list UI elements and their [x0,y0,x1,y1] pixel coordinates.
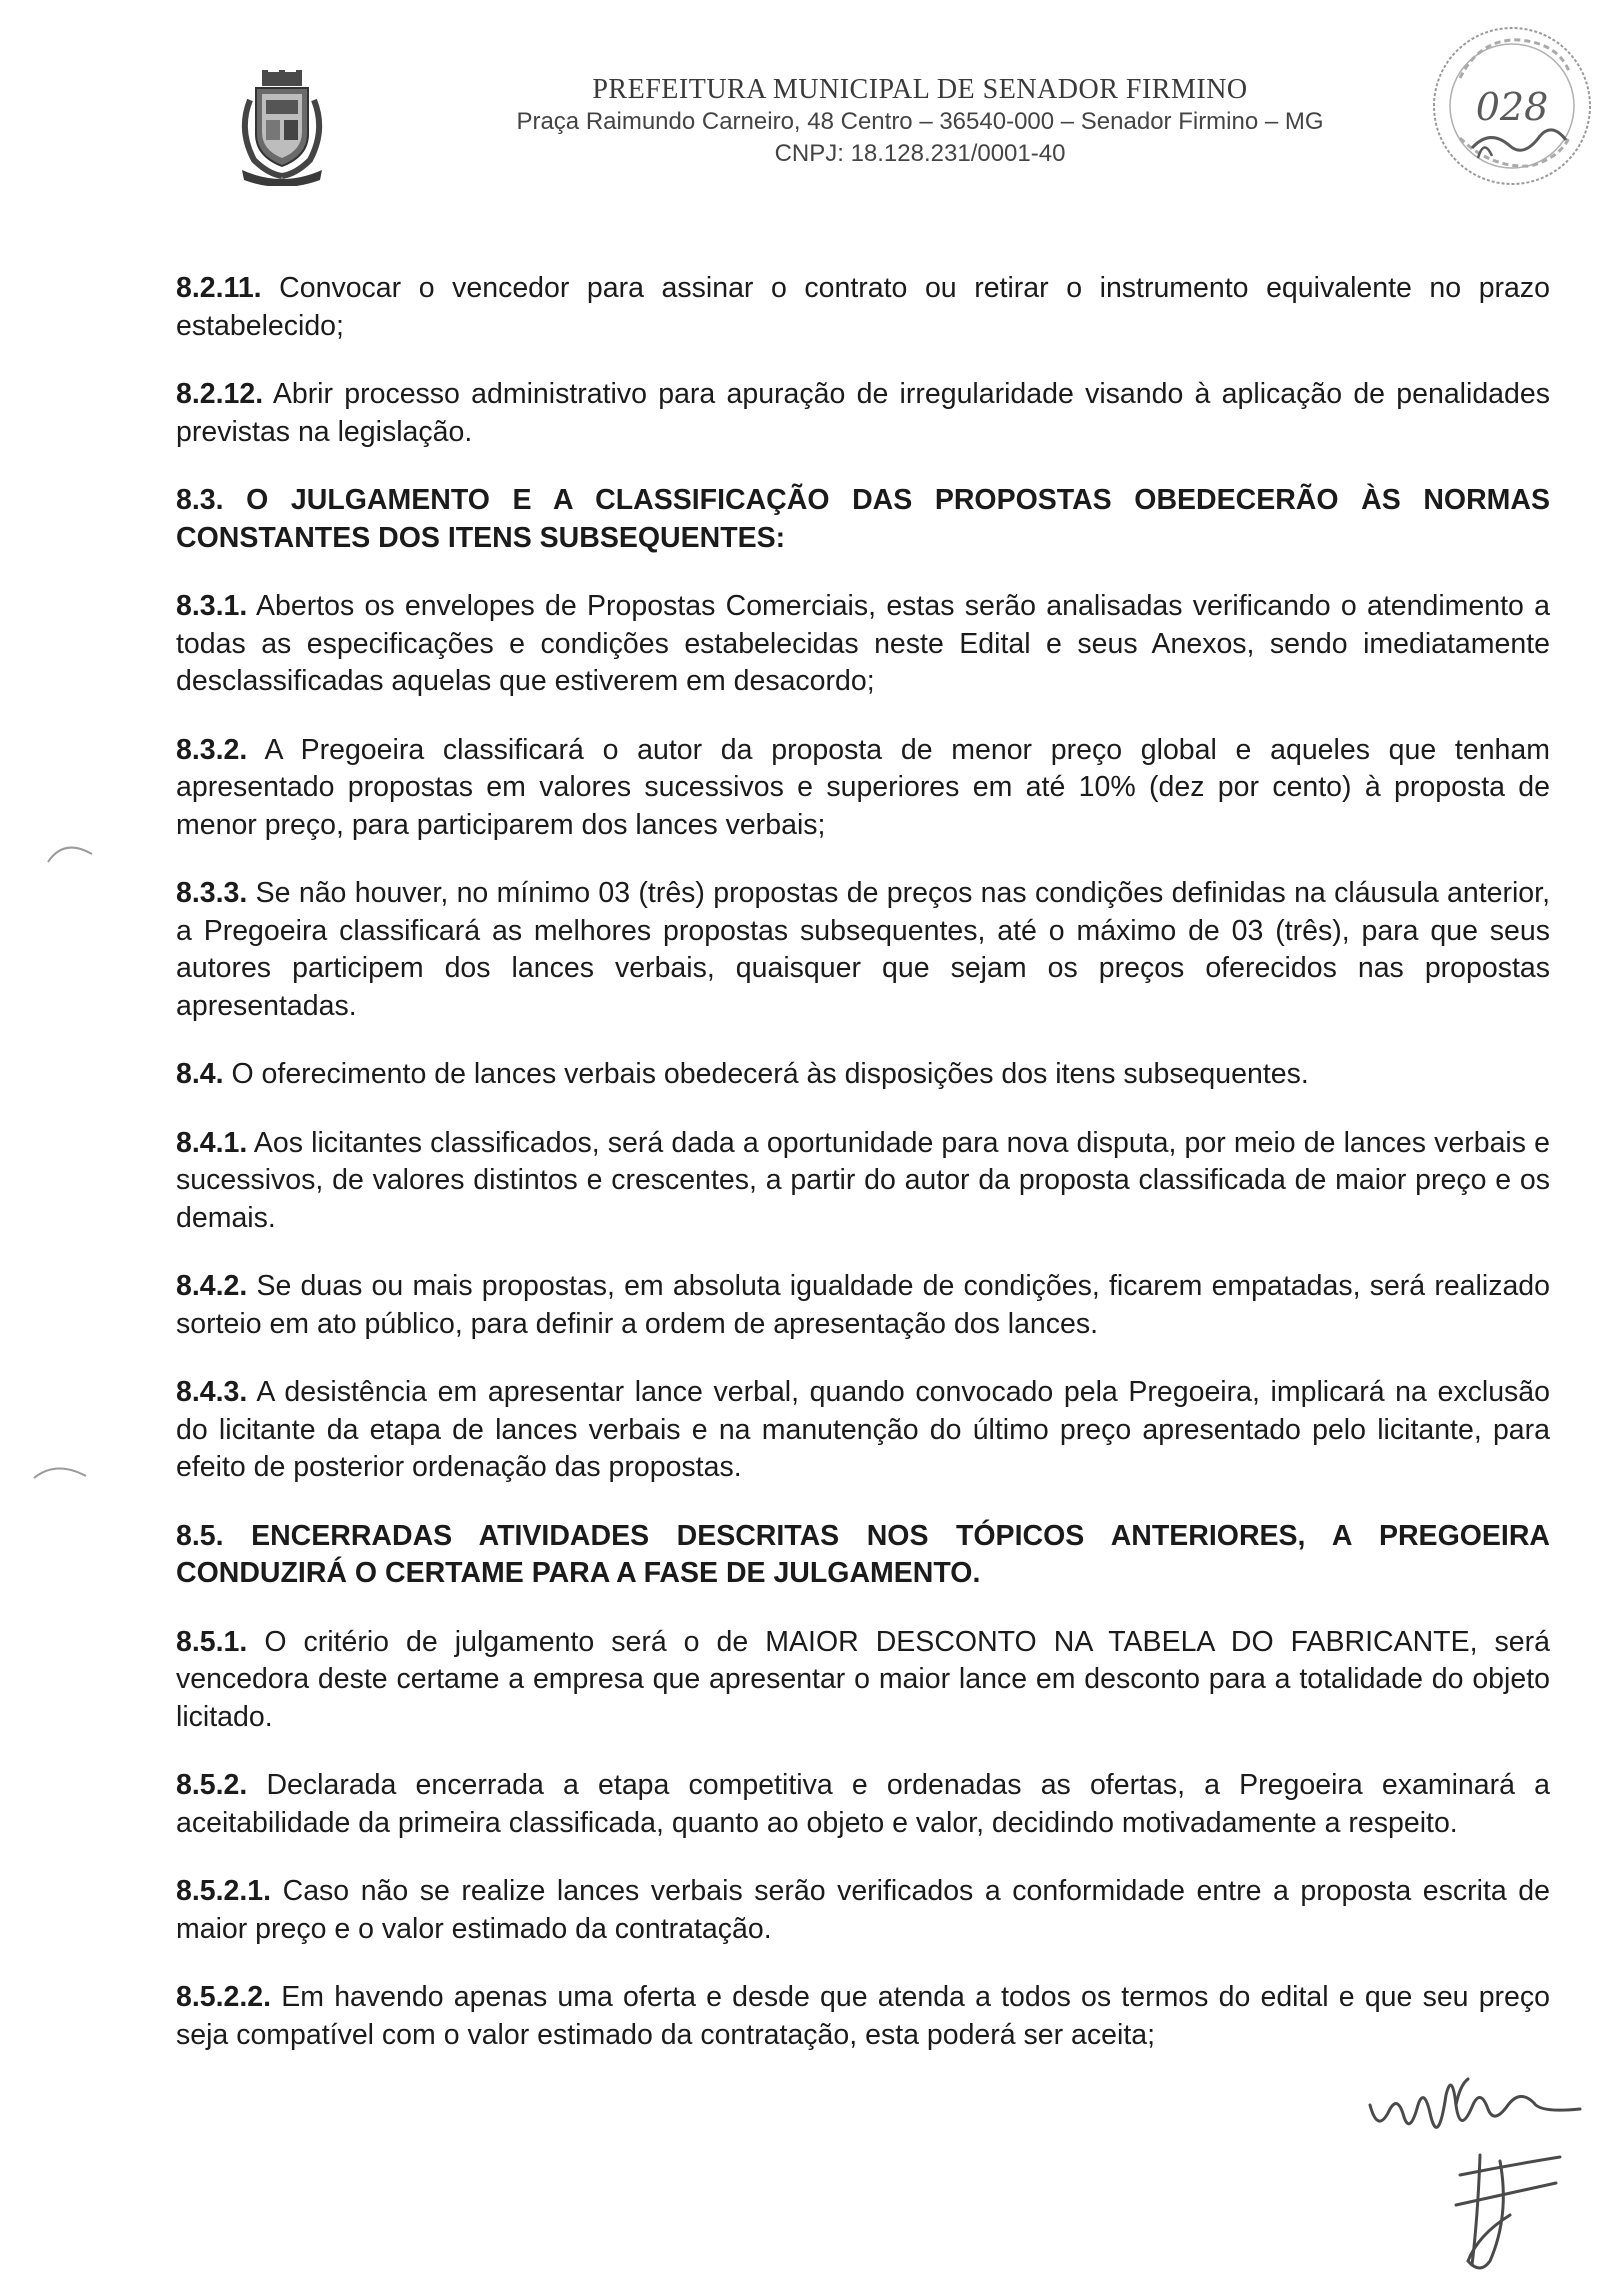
clause-8-5-1: 8.5.1. O critério de julgamento será o de MAIOR DESCONTO NA TABELA DO FABRICANTE, será vencedora deste certame a empresa que apresentar o maior lance em desconto para a totalidade do objeto licitado. [176,1625,1550,1733]
handwritten-signature [1360,2065,1590,2280]
margin-mark [40,830,100,870]
clause-8-2-11: 8.2.11. Convocar o vencedor para assinar o contrato ou retirar o instrumento equivalente no prazo estabelecido; [176,272,1550,342]
clause-8-2-12: 8.2.12. Abrir processo administrativo para apuração de irregularidade visando à aplicação de penalidades previstas na legislação. [176,378,1550,448]
clause-8-3-3: 8.3.3. Se não houver, no mínimo 03 (três) propostas de preços nas condições definidas na cláusula anterior, a Pregoeira classificará as melhores propostas subsequentes, até o máximo de 03 (três), para que seus autores participem dos lances verbais, quaisquer que sejam os preços oferecidos nas propostas apresentadas. [176,877,1550,1022]
clause-8-4: 8.4. O oferecimento de lances verbais obedecerá às disposições dos itens subsequentes. [176,1058,1309,1090]
header-title: PREFEITURA MUNICIPAL DE SENADOR FIRMINO [592,74,1248,105]
document-body [176,270,1550,2085]
clause-8-5-2-1: 8.5.2.1. Caso não se realize lances verbais serão verificados a conformidade entre a proposta escrita de maior preço e o valor estimado da contratação. [176,1875,1550,1945]
clause-8-3-2: 8.3.2. A Pregoeira classificará o autor da proposta de menor preço global e aqueles que tenham apresentado propostas em valores sucessivos e superiores em até 10% (dez por cento) à proposta de menor preço, para participarem dos lances verbais; [176,733,1550,841]
clause-8-3-heading: 8.3. O JULGAMENTO E A CLASSIFICAÇÃO DAS PROPOSTAS OBEDECERÃO ÀS NORMAS CONSTANTES DOS ITENS SUBSEQUENTES: [176,484,1550,554]
clause-8-3-1: 8.3.1. Abertos os envelopes de Propostas Comerciais, estas serão analisadas verificando o atendimento a todas as especificações e condições estabelecidas neste Edital e seus Anexos, sendo imediatamente desclassificadas aquelas que estiverem em desacordo; [176,590,1550,697]
clause-8-5-heading: 8.5. ENCERRADAS ATIVIDADES DESCRITAS NOS TÓPICOS ANTERIORES, A PREGOEIRA CONDUZIRÁ O CERTAME PARA A FASE DE JULGAMENTO. [176,1519,1550,1589]
margin-mark [26,1450,96,1490]
letterhead [0,0,1600,210]
clause-8-4-1: 8.4.1. Aos licitantes classificados, será dada a oportunidade para nova disputa, por meio de lances verbais e sucessivos, de valores distintos e crescentes, a partir do autor da proposta classificada de maior preço e os demais. [176,1126,1550,1234]
stamp-number: 028 [1475,85,1549,129]
clause-8-4-2: 8.4.2. Se duas ou mais propostas, em absoluta igualdade de condições, ficarem empatadas, será realizado sorteio em ato público, para definir a ordem de apresentação dos lances. [176,1270,1550,1340]
commission-stamp [1420,18,1600,193]
header-address: Praça Raimundo Carneiro, 48 Centro – 36540-000 – Senador Firmino – MG [516,108,1324,135]
municipal-coat-of-arms-icon [232,70,332,186]
header-cnpj: CNPJ: 18.128.231/0001-40 [774,140,1066,167]
clause-8-4-3: 8.4.3. A desistência em apresentar lance verbal, quando convocado pela Pregoeira, implicará na exclusão do licitante da etapa de lances verbais e na manutenção do último preço apresentado pelo licitante, para efeito de posterior ordenação das propostas. [176,1376,1550,1483]
clause-8-5-2: 8.5.2. Declarada encerrada a etapa competitiva e ordenadas as ofertas, a Pregoeira examinará a aceitabilidade da primeira classificada, quanto ao objeto e valor, decidindo motivadamente a respeito. [176,1769,1550,1839]
clause-8-5-2-2: 8.5.2.2. Em havendo apenas uma oferta e desde que atenda a todos os termos do edital e que seu preço seja compatível com o valor estimado da contratação, esta poderá ser aceita; [176,1981,1550,2051]
